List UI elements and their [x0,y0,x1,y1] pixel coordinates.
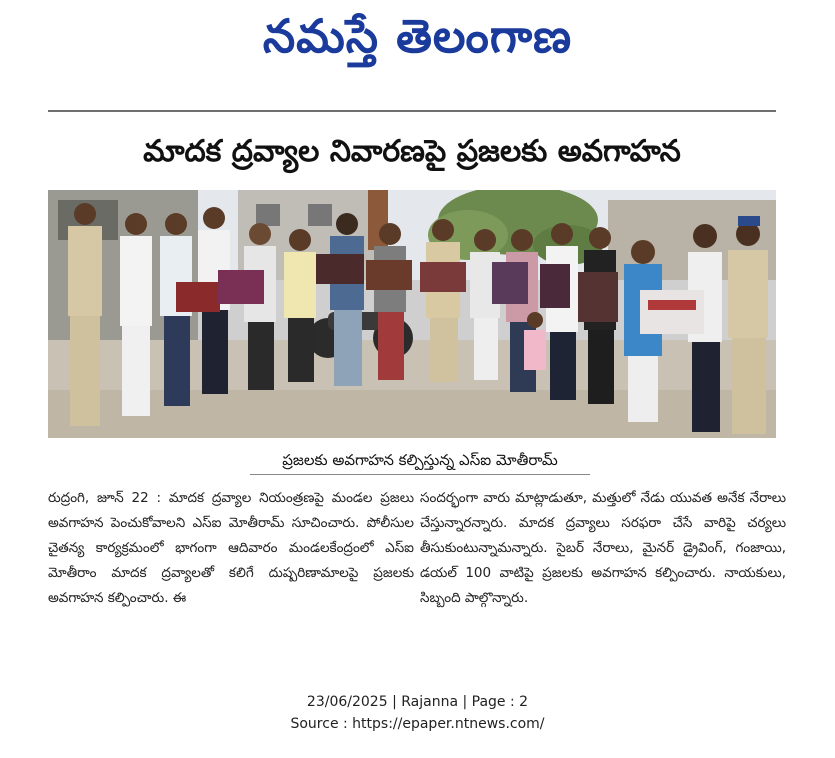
article-headline: మాదక ద్రవ్యాల నివారణపై ప్రజలకు అవగాహన [143,134,681,169]
article-column-right: సందర్భంగా వారు మాట్లాడుతూ, మత్తులో నేడు యువత అనేక నేరాలు చేస్తున్నారన్నారు. మాదక ద్రవ్యాలు సరఫరా చేసే వారిపై చర్యలు తీసుకుంటున్నామన్నారు. సైబర్ నేరాలు, మైనర్ డ్రైవింగ్, గంజాయి, డయల్ 100 వాటిపై ప్రజలకు అవగాహన కల్పించారు. నాయకులు, సిబ్బంది పాల్గొన్నారు. [420,490,786,606]
newspaper-masthead: నమస్తే తెలంగాణ [262,9,573,63]
header-divider [48,110,776,112]
photo-caption: ప్రజలకు అవగాహన కల్పిస్తున్న ఎస్ఐ మోతీరామ్ [250,448,590,475]
news-photo [48,190,776,438]
source-link[interactable]: Source : https://epaper.ntnews.com/ [290,716,545,732]
publication-info: 23/06/2025 | Rajanna | Page : 2 [306,694,529,710]
article-column-left: రుద్రంగి, జూన్ 22 : మాదక ద్రవ్యాల నియంత్రణపై మండల ప్రజలు అవగాహన పెంచుకోవాలని ఎస్ఐ మోతీరామ్ సూచించారు. పోలీసుల చైతన్య కార్యక్రమంలో భాగంగా ఆదివారం మండలకేంద్రంలో ఎస్ఐ మోతీరాం మాదక ద్రవ్యాలతో కలిగే దుష్పరిణామాలపై ప్రజలకు అవగాహన కల్పించారు. ఈ [48,490,414,606]
